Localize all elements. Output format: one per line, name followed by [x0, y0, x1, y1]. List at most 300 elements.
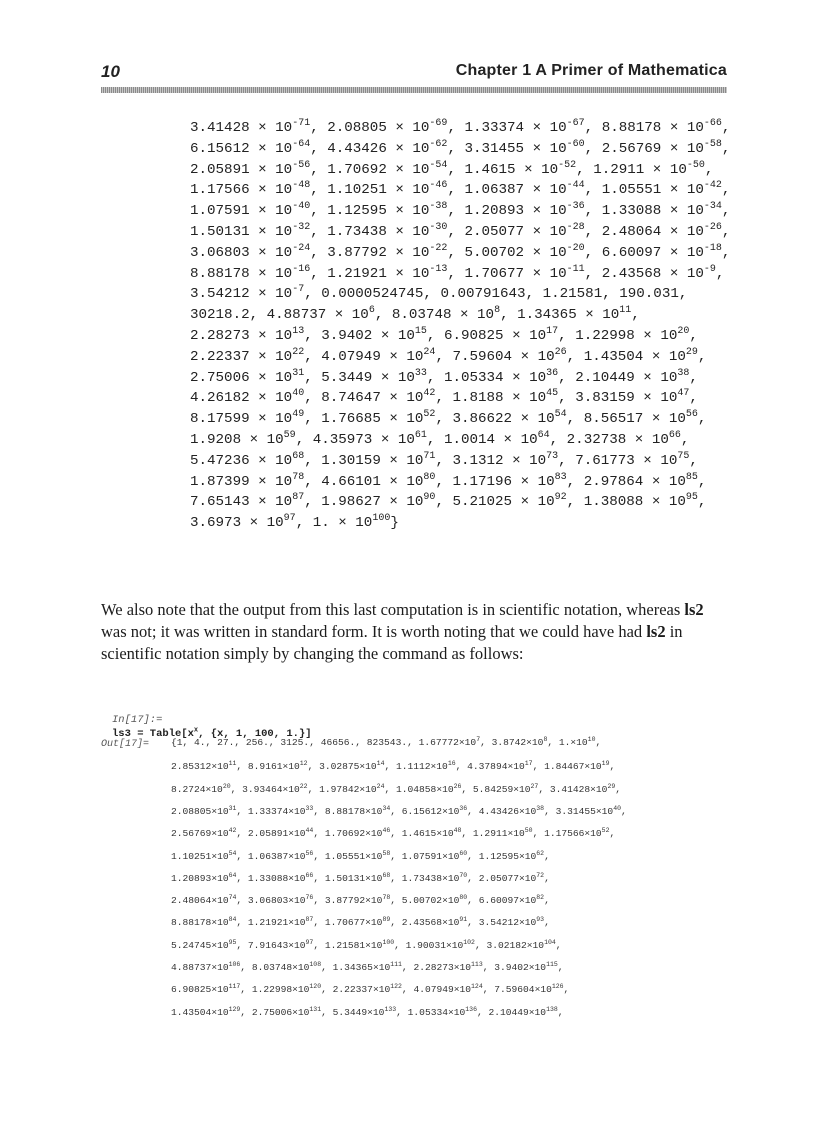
number-mantissa: 3.86622: [452, 411, 513, 428]
number-mantissa: 2.56769: [601, 140, 662, 157]
number-exponent: -9: [703, 263, 716, 275]
number-exponent: -62: [429, 138, 448, 150]
number-mantissa: 1.05551: [601, 182, 662, 199]
number-mantissa: 1.87399: [190, 473, 250, 490]
number-mantissa: 1.04858: [396, 783, 437, 795]
output-line: $1.10251\times 10^{54}$, $1.06387\times 10^{56}$, $1.05551\times 10^{58}$, $1.07591\times 10^{60}$, $1.12595\times 10^{62}$,: [171, 849, 556, 862]
number-exponent: 74: [228, 894, 237, 902]
output-line: $4.26182 \times 10^{40}$, $8.74647 \times 10^{42}$, $1.8188 \times 10^{45}$, $3.83159 \times 10^{47}$,: [190, 388, 698, 407]
number-mantissa: 5.21025: [452, 494, 513, 511]
number-mantissa: 1.9208: [190, 431, 242, 448]
number-exponent: 106: [228, 961, 241, 968]
number-mantissa: 1.50131: [190, 223, 250, 240]
number-mantissa: 4.37894: [467, 761, 508, 773]
input-label: In[17]:=: [112, 714, 163, 726]
closing-brace: }: [390, 515, 399, 532]
number-mantissa: 2.05077: [464, 223, 525, 240]
number-exponent: 113: [471, 961, 483, 968]
number-exponent: 100: [372, 513, 391, 525]
number-exponent: -22: [429, 242, 448, 254]
output-line: $1.9208 \times 10^{59}$, $4.35973 \times 10^{61}$, $1.0014 \times 10^{64}$, $2.32738 \times 10^{66}$,: [190, 429, 690, 448]
number-exponent: -7: [292, 284, 305, 296]
output-line: $1.50131 \times 10^{-32}$, $1.73438 \times 10^{-30}$, $2.05077 \times 10^{-28}$, $2.48064 \times 10^{-26}$,: [190, 221, 731, 240]
number-mantissa: 1.67772: [418, 737, 459, 748]
number-exponent: 7: [476, 736, 481, 743]
output-line: $6.15612 \times 10^{-64}$, $4.43426 \times 10^{-62}$, $3.31455 \times 10^{-60}$, $2.56769 \times 10^{-58}$,: [190, 138, 731, 157]
number-mantissa: 1.1112: [396, 761, 431, 773]
output-line: $2.22337 \times 10^{22}$, $4.07949 \times 10^{24}$, $7.59604 \times 10^{26}$, $1.43504 \times 10^{29}$,: [190, 346, 707, 365]
number-mantissa: 1.20893: [171, 872, 212, 884]
number-mantissa: 2.05891: [190, 161, 250, 178]
number-exponent: 97: [305, 938, 314, 946]
number-mantissa: 2.48064: [171, 895, 212, 907]
number-mantissa: 2.97864: [583, 473, 644, 490]
number-exponent: -54: [429, 159, 448, 171]
number-exponent: 20: [222, 782, 231, 790]
output-line: $4.88737\times 10^{106}$, $8.03748\times 10^{108}$, $1.34365\times 10^{111}$, $2.28273\times 10^{113}$, $3.9402\times 10^{115}$,: [171, 961, 570, 973]
number-exponent: 54: [554, 409, 567, 421]
number-mantissa: 1.2911: [472, 828, 508, 840]
number-exponent: 52: [423, 409, 436, 421]
number-mantissa: 4.43426: [327, 140, 387, 157]
number-exponent: 10: [587, 736, 596, 743]
number-mantissa: 4.07949: [321, 348, 381, 365]
number-exponent: 17: [546, 325, 559, 337]
number-mantissa: 8.88178: [171, 917, 212, 929]
number-mantissa: 2.28273: [190, 327, 250, 344]
number-mantissa: 5.84259: [472, 783, 514, 795]
number-mantissa: 1.76685: [321, 411, 381, 428]
output-line: $2.85312\times 10^{11}$, $8.9161\times 10^{12}$, $3.02875\times 10^{14}$, $1.1112\times 10^{16}$, $4.37894\times 10^{17}$, $1.84467\times 10^{19}$,: [171, 760, 621, 773]
number-exponent: 27: [530, 782, 539, 790]
number-mantissa: 3.54212: [478, 917, 519, 929]
number-exponent: -20: [566, 242, 585, 254]
number-exponent: 11: [228, 760, 237, 768]
number-mantissa: 1.97842: [319, 783, 360, 795]
number-exponent: 90: [423, 492, 436, 504]
number-exponent: 26: [554, 346, 567, 358]
number-mantissa: 1.4615: [464, 161, 516, 178]
number-exponent: -13: [429, 263, 448, 275]
number-mantissa: 1.33374: [247, 805, 289, 817]
number-mantissa: 8.03748: [251, 962, 293, 973]
number-exponent: 44: [305, 827, 314, 835]
output-line: $3.6973 \times 10^{97}$, 1. × $10^{100}$}: [190, 513, 399, 532]
number-exponent: 42: [228, 827, 237, 835]
number-exponent: 89: [382, 916, 391, 924]
number-exponent: -32: [292, 221, 311, 233]
output-line: $6.90825\times 10^{117}$, $1.22998\times 10^{120}$, $2.22337\times 10^{122}$, $4.07949\times 10^{124}$, $7.59604\times 10^{126}$,: [171, 983, 576, 996]
number-exponent: -36: [566, 201, 585, 213]
number-mantissa: 1.84467: [544, 761, 585, 773]
number-mantissa: 2.43568: [401, 917, 443, 929]
number-exponent: 64: [228, 871, 237, 879]
number-mantissa: 8.74647: [321, 390, 381, 407]
number-exponent: 47: [677, 388, 690, 400]
number-exponent: 61: [414, 429, 427, 441]
number-mantissa: 2.05891: [247, 828, 289, 840]
number-exponent: 71: [423, 450, 436, 462]
number-exponent: 83: [554, 471, 567, 483]
number-mantissa: 6.15612: [190, 140, 250, 157]
number-mantissa: 1.17196: [452, 473, 513, 490]
number-mantissa: 1.70692: [327, 161, 387, 178]
number-exponent: 19: [601, 760, 610, 768]
number-mantissa: 0.00791643: [440, 286, 526, 303]
number-exponent: 78: [292, 471, 305, 483]
number-exponent: 52: [601, 827, 610, 835]
number-mantissa: 190.031: [619, 286, 679, 303]
number-mantissa: 1.43504: [583, 348, 644, 365]
number-mantissa: 8.88178: [190, 265, 250, 282]
number-mantissa: 8.2724: [171, 783, 206, 795]
output-line: $2.48064\times 10^{74}$, $3.06803\times 10^{76}$, $3.87792\times 10^{78}$, $5.00702\times 10^{80}$, $6.60097\times 10^{82}$,: [171, 894, 556, 907]
number-exponent: -30: [429, 221, 448, 233]
number-exponent: 20: [677, 325, 690, 337]
output-line: $1.20893\times 10^{64}$, $1.33088\times 10^{66}$, $1.50131\times 10^{68}$, $1.73438\times 10^{70}$, $2.05077\times 10^{72}$,: [171, 871, 556, 884]
number-mantissa: 1.50131: [324, 872, 366, 884]
number-mantissa: 1.: [558, 737, 571, 748]
number-mantissa: 5.47236: [190, 452, 250, 469]
output-line: $1.07591 \times 10^{-40}$, $1.12595 \times 10^{-38}$, $1.20893 \times 10^{-36}$, $1.33088 \times 10^{-34}$,: [190, 201, 731, 220]
number-mantissa: 1.06387: [247, 850, 289, 862]
output-line: $7.65143 \times 10^{87}$, $1.98627 \times 10^{90}$, $5.21025 \times 10^{92}$, $1.38088 \times 10^{95}$,: [190, 492, 707, 511]
number-mantissa: 3.31455: [555, 805, 596, 817]
number-mantissa: 5.3449: [332, 1006, 368, 1018]
number-mantissa: 1.20893: [464, 203, 525, 220]
number-exponent: -60: [566, 138, 585, 150]
header-rule: [101, 87, 727, 93]
output-line: {1, 4., 27., 256., 3125., 46656., 823543., $1.67772\times 10^7$, $3.8742\times 10^8$, $1.\times 10^{10}$,: [171, 736, 607, 748]
number-mantissa: 3.02182: [486, 939, 527, 951]
number-mantissa: 8.88178: [601, 120, 662, 136]
number-mantissa: 1.34365: [332, 962, 373, 973]
number-mantissa: 1.06387: [464, 182, 525, 199]
number-mantissa: 30218.2: [190, 307, 250, 324]
number-mantissa: 2.43568: [601, 265, 662, 282]
number-mantissa: 823543.: [366, 737, 408, 748]
number-mantissa: 3.06803: [247, 895, 289, 907]
number-mantissa: 1.12595: [478, 850, 519, 862]
number-mantissa: 3.54212: [190, 286, 250, 303]
number-exponent: -48: [292, 180, 311, 192]
number-mantissa: 1.43504: [171, 1006, 212, 1018]
number-exponent: -40: [292, 201, 311, 213]
number-exponent: -16: [292, 263, 311, 275]
number-mantissa: 4.07949: [413, 984, 454, 996]
number-exponent: 75: [677, 450, 690, 462]
number-mantissa: 1.21581: [542, 286, 603, 303]
number-mantissa: 4.: [194, 737, 206, 748]
number-mantissa: 1.30159: [321, 452, 381, 469]
number-mantissa: 4.66101: [321, 473, 381, 490]
number-mantissa: 2.75006: [190, 369, 250, 386]
output-line: $8.2724\times 10^{20}$, $3.93464\times 10^{22}$, $1.97842\times 10^{24}$, $1.04858\times 10^{26}$, $5.84259\times 10^{27}$, $3.41428\times 10^{29}$,: [171, 782, 627, 795]
number-exponent: 68: [382, 871, 391, 879]
number-exponent: 129: [228, 1005, 241, 1013]
number-mantissa: 1.70692: [324, 828, 366, 840]
number-exponent: 72: [536, 871, 545, 879]
number-mantissa: 8.03748: [391, 307, 452, 324]
output-line: $3.54212 \times 10^{-7}$, 0.0000524745, 0.00791643, 1.21581, 190.031,: [190, 284, 688, 303]
number-exponent: 49: [292, 409, 305, 421]
number-exponent: 36: [546, 367, 559, 379]
number-mantissa: 3.1312: [452, 452, 504, 469]
number-mantissa: 1.22998: [575, 327, 635, 344]
number-mantissa: 3.83159: [575, 390, 635, 407]
number-mantissa: 46656.: [320, 737, 356, 748]
output-line: $2.08805\times 10^{31}$, $1.33374\times 10^{33}$, $8.88178\times 10^{34}$, $6.15612\times 10^{36}$, $4.43426\times 10^{38}$, $3.31455\times 10^{40}$,: [171, 804, 633, 817]
number-mantissa: 2.22337: [190, 348, 250, 365]
output-line: $8.88178 \times 10^{-16}$, $1.21921 \times 10^{-13}$, $1.70677 \times 10^{-11}$, $2.43568 \times 10^{-9}$,: [190, 263, 725, 282]
number-exponent: 66: [668, 429, 681, 441]
number-mantissa: 2.05077: [478, 872, 519, 884]
number-mantissa: 7.65143: [190, 494, 250, 511]
number-exponent: -34: [703, 201, 722, 213]
number-exponent: -50: [686, 159, 705, 171]
number-mantissa: 3.87792: [327, 244, 387, 261]
output-label: Out[17]=: [101, 739, 150, 750]
number-exponent: 59: [283, 429, 296, 441]
number-exponent: 16: [447, 760, 456, 768]
number-mantissa: 1.05334: [443, 369, 504, 386]
number-mantissa: 2.10449: [488, 1006, 529, 1018]
number-exponent: 15: [414, 325, 427, 337]
number-exponent: 8: [543, 736, 548, 743]
number-exponent: 126: [551, 983, 564, 991]
number-exponent: 48: [453, 827, 462, 835]
number-exponent: -44: [566, 180, 585, 192]
number-exponent: 40: [613, 804, 622, 812]
number-exponent: 122: [390, 983, 402, 991]
number-mantissa: 4.26182: [190, 390, 250, 407]
number-mantissa: 2.48064: [601, 223, 662, 240]
number-exponent: 38: [677, 367, 690, 379]
number-exponent: 78: [382, 894, 391, 902]
number-exponent: 102: [463, 938, 475, 946]
number-mantissa: 1.38088: [583, 494, 644, 511]
output-line: $2.28273 \times 10^{13}$, $3.9402 \times 10^{15}$, $6.90825 \times 10^{17}$, $1.22998 \times 10^{20}$,: [190, 325, 698, 344]
number-mantissa: 5.00702: [464, 244, 525, 261]
number-mantissa: 4.43426: [478, 805, 519, 817]
number-exponent: 117: [228, 983, 241, 991]
page-number: 10: [101, 62, 120, 81]
chapter-title: Chapter 1 A Primer of Mathematica: [455, 62, 727, 79]
input-exponent: x: [193, 726, 199, 734]
number-mantissa: 7.91643: [247, 939, 289, 951]
number-exponent: -42: [703, 180, 722, 192]
number-mantissa: 3.87792: [324, 895, 366, 907]
number-exponent: 80: [459, 894, 468, 902]
number-mantissa: 6.90825: [171, 984, 212, 996]
number-mantissa: 2.32738: [566, 431, 627, 448]
number-exponent: 40: [292, 388, 305, 400]
number-mantissa: 4.88737: [171, 962, 212, 973]
output-line: $5.24745\times 10^{95}$, $7.91643\times 10^{97}$, $1.21581\times 10^{100}$, $1.90031\times 10^{102}$, $3.02182\times 10^{104}$,: [171, 938, 568, 951]
number-exponent: 34: [382, 804, 391, 812]
number-mantissa: 7.59604: [494, 984, 535, 996]
number-exponent: 26: [453, 782, 462, 790]
number-mantissa: 2.28273: [413, 962, 454, 973]
number-mantissa: 3.93464: [242, 783, 283, 795]
number-exponent: -38: [429, 201, 448, 213]
number-exponent: 76: [305, 894, 314, 902]
number-mantissa: 4.35973: [312, 431, 373, 448]
number-mantissa: 3.02875: [319, 761, 360, 773]
number-mantissa: 256.: [245, 737, 269, 748]
number-mantissa: 3.9402: [321, 327, 373, 344]
number-exponent: 133: [384, 1005, 397, 1013]
number-exponent: 29: [685, 346, 698, 358]
number-exponent: -26: [703, 221, 722, 233]
number-exponent: 68: [292, 450, 305, 462]
number-exponent: 100: [382, 938, 395, 946]
number-exponent: 136: [465, 1005, 477, 1013]
number-exponent: -52: [558, 159, 577, 171]
output-line: $1.43504\times 10^{129}$, $2.75006\times 10^{131}$, $5.3449\times 10^{133}$, $1.05334\times 10^{136}$, $2.10449\times 10^{138}$,: [171, 1005, 570, 1018]
number-mantissa: 4.88737: [266, 307, 327, 324]
number-exponent: 8: [494, 305, 501, 317]
output-line: 30218.2, $4.88737 \times 10^6$, $8.03748 \times 10^8$, $1.34365 \times 10^{11}$,: [190, 305, 640, 324]
number-exponent: -18: [703, 242, 722, 254]
number-mantissa: 1.: [312, 515, 330, 532]
number-mantissa: 27.: [217, 737, 235, 748]
number-mantissa: 1.07591: [401, 850, 443, 862]
number-mantissa: 5.24745: [171, 939, 212, 951]
output-continuation: [190, 118, 750, 534]
number-exponent: 42: [423, 388, 436, 400]
body-paragraph: [101, 599, 727, 665]
number-mantissa: 7.61773: [575, 452, 635, 469]
number-exponent: 54: [228, 849, 237, 857]
number-exponent: 24: [423, 346, 436, 358]
number-mantissa: 1.98627: [321, 494, 381, 511]
number-mantissa: 1.07591: [190, 203, 250, 220]
number-mantissa: 1.17566: [190, 182, 250, 199]
number-exponent: 91: [459, 916, 468, 924]
number-exponent: 138: [546, 1005, 558, 1013]
number-mantissa: 1.0014: [443, 431, 496, 448]
number-exponent: 111: [390, 961, 402, 968]
number-exponent: 38: [536, 804, 545, 812]
output-line: $8.17599 \times 10^{49}$, $1.76685 \times 10^{52}$, $3.86622 \times 10^{54}$, $8.56517 \times 10^{56}$,: [190, 409, 707, 428]
code-ref-ls2-second: ls2: [646, 622, 666, 641]
number-mantissa: 1.21921: [327, 265, 387, 282]
number-mantissa: 2.22337: [332, 984, 373, 996]
number-exponent: -64: [292, 138, 311, 150]
number-mantissa: 3.41428: [190, 120, 250, 136]
number-mantissa: 2.56769: [171, 828, 212, 840]
number-exponent: 17: [524, 760, 533, 768]
number-mantissa: 8.88178: [324, 805, 366, 817]
output-line: $3.41428 \times 10^{-71}$, $2.08805 \times 10^{-69}$, $1.33374 \times 10^{-67}$, $8.88178 \times 10^{-66}$,: [190, 118, 731, 136]
number-mantissa: 6.90825: [443, 327, 504, 344]
output-line: $2.75006 \times 10^{31}$, $5.3449 \times 10^{33}$, $1.05334 \times 10^{36}$, $2.10449 \times 10^{38}$,: [190, 367, 698, 386]
number-exponent: -69: [429, 118, 448, 129]
number-exponent: -66: [703, 118, 722, 129]
number-exponent: 58: [382, 849, 391, 857]
number-exponent: 124: [471, 983, 483, 991]
code-ref-ls2: ls2: [684, 600, 704, 619]
number-mantissa: 1.21921: [247, 917, 289, 929]
number-exponent: 29: [607, 782, 616, 790]
number-exponent: 92: [554, 492, 567, 504]
number-mantissa: 3.6973: [190, 515, 242, 532]
number-mantissa: 6.60097: [601, 244, 662, 261]
input-code: $ls3 = Table[x^x$, {x, 1, 100, 1.}]: [112, 726, 312, 740]
number-mantissa: 3.41428: [549, 783, 591, 795]
number-exponent: 36: [459, 804, 468, 812]
number-exponent: -67: [566, 118, 585, 129]
number-exponent: -11: [566, 263, 585, 275]
number-exponent: 104: [544, 938, 556, 946]
number-mantissa: 8.9161: [247, 761, 283, 773]
number-mantissa: 2.85312: [171, 761, 212, 773]
number-exponent: 56: [685, 409, 698, 421]
number-exponent: 46: [382, 827, 391, 835]
number-mantissa: 2.75006: [251, 1006, 293, 1018]
paragraph-text-1: We also note that the output from this last computation is in scientific notation, whereas: [101, 600, 685, 619]
number-mantissa: 1.90031: [405, 939, 446, 951]
number-mantissa: 1.73438: [327, 223, 387, 240]
number-mantissa: 1.33374: [464, 120, 525, 136]
number-mantissa: 1.05334: [407, 1006, 448, 1018]
number-mantissa: 2.10449: [575, 369, 635, 386]
number-mantissa: 1.22998: [251, 984, 293, 996]
number-exponent: 97: [283, 513, 296, 525]
number-mantissa: 5.00702: [401, 895, 443, 907]
number-exponent: -58: [703, 138, 722, 150]
number-mantissa: 2.08805: [171, 805, 212, 817]
number-exponent: 64: [537, 429, 550, 441]
number-exponent: 87: [292, 492, 305, 504]
number-exponent: 31: [292, 367, 305, 379]
number-exponent: 62: [536, 849, 545, 857]
number-exponent: 87: [305, 916, 314, 924]
number-mantissa: 1.17566: [544, 828, 585, 840]
output-line: $1.87399 \times 10^{78}$, $4.66101 \times 10^{80}$, $1.17196 \times 10^{83}$, $2.97864 \times 10^{85}$,: [190, 471, 707, 490]
output-line: $8.88178\times 10^{84}$, $1.21921\times 10^{87}$, $1.70677\times 10^{89}$, $2.43568\times 10^{91}$, $3.54212\times 10^{93}$,: [171, 916, 556, 929]
number-exponent: 60: [459, 849, 468, 857]
number-exponent: 24: [376, 782, 385, 790]
number-mantissa: 3125.: [280, 737, 310, 748]
number-mantissa: 1.10251: [171, 850, 212, 862]
number-mantissa: 1.10251: [327, 182, 387, 199]
number-exponent: 84: [228, 916, 237, 924]
number-exponent: 73: [546, 450, 559, 462]
number-mantissa: 2.08805: [327, 120, 387, 136]
output-line: $2.56769\times 10^{42}$, $2.05891\times 10^{44}$, $1.70692\times 10^{46}$, $1.4615\times 10^{48}$, $1.2911\times 10^{50}$, $1.17566\times 10^{52}$,: [171, 827, 621, 840]
number-mantissa: 8.17599: [190, 411, 250, 428]
number-mantissa: 1.70677: [324, 917, 366, 929]
number-mantissa: 8.56517: [583, 411, 644, 428]
number-exponent: 93: [536, 916, 545, 924]
paragraph-text-2: was not; it was written in standard form. It is worth noting that we could have had: [101, 622, 647, 641]
output-line: $2.05891 \times 10^{-56}$, $1.70692 \times 10^{-54}$, $1.4615 \times 10^{-52}$, $1.2911 \times 10^{-50}$,: [190, 159, 714, 178]
number-exponent: 70: [459, 871, 468, 879]
output-line: $3.06803 \times 10^{-24}$, $3.87792 \times 10^{-22}$, $5.00702 \times 10^{-20}$, $6.60097 \times 10^{-18}$,: [190, 242, 731, 261]
number-mantissa: 1.21581: [324, 939, 366, 951]
number-exponent: 85: [685, 471, 698, 483]
running-header: [101, 62, 727, 86]
number-mantissa: 1.70677: [464, 265, 525, 282]
number-exponent: 131: [309, 1005, 322, 1013]
number-exponent: 115: [546, 961, 558, 968]
number-mantissa: 1.8188: [452, 390, 504, 407]
number-exponent: -71: [292, 118, 311, 129]
number-mantissa: 1.2911: [593, 161, 645, 178]
number-exponent: 13: [292, 325, 305, 337]
